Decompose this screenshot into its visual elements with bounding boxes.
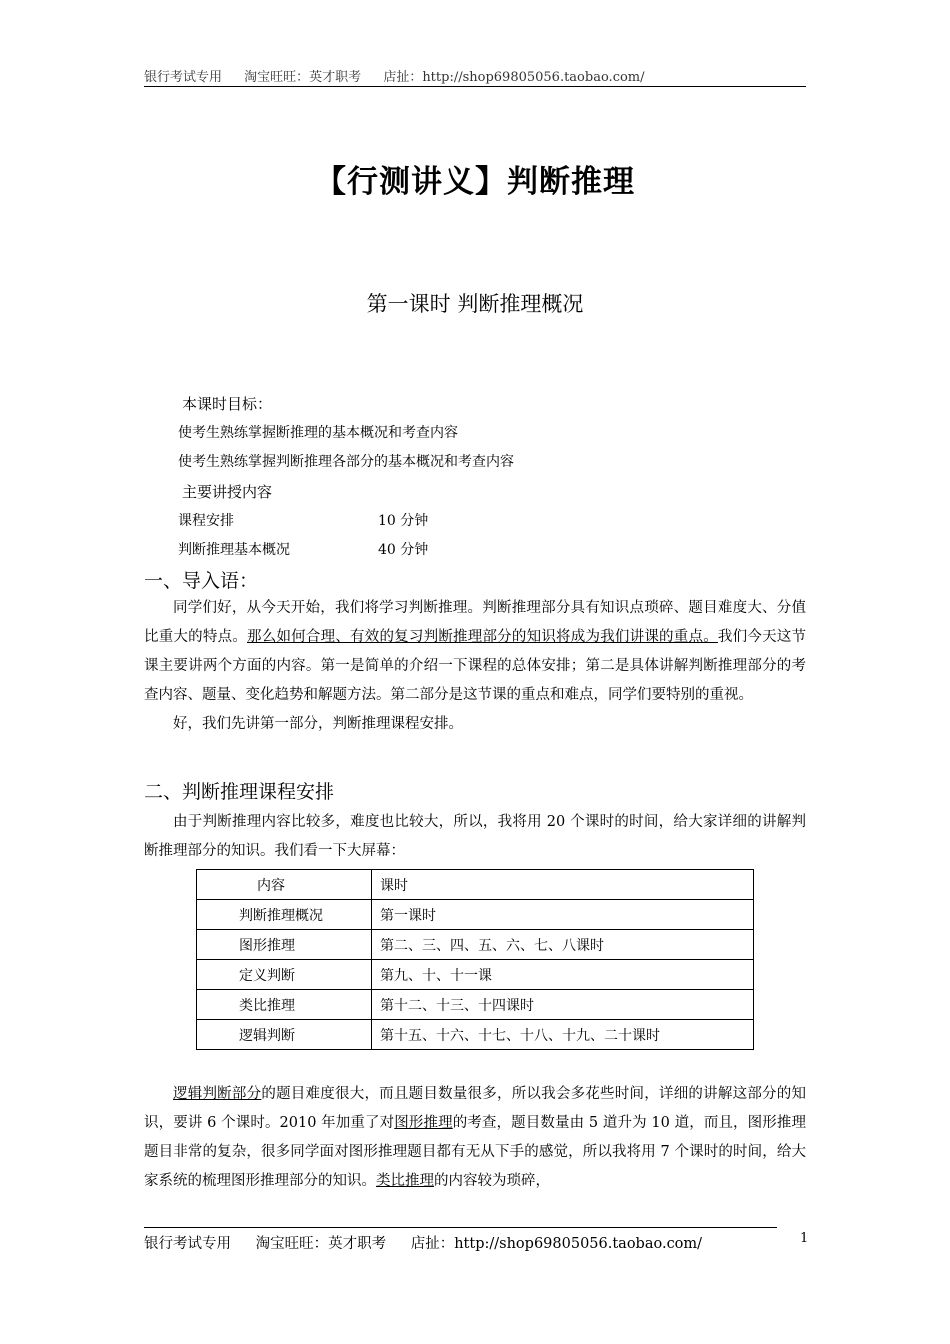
table-row — [197, 1020, 754, 1050]
footer-right: 店扯：http://shop69805056.taobao.com/ — [410, 1236, 703, 1252]
text-run: 我们今天这节课主要讲两个方面的内容。第一是简单的介绍一下课程的总体安排；第二是具体讲解判断推理部分的考查内容、题量、变化趋势和解题方法。第二部分是这节课的重点和难点，同学们要特别的重视。 — [144, 629, 807, 703]
table-cell: 第一课时 — [372, 900, 754, 930]
section1-paragraph: 好，我们先讲第一部分，判断推理课程安排。 — [173, 716, 463, 732]
page-number: 1 — [800, 1231, 809, 1246]
closing-paragraph — [144, 1080, 806, 1196]
header-right: 店扯：http://shop69805056.taobao.com/ — [383, 70, 645, 85]
objective-item: 使考生熟练掌握断推理的基本概况和考查内容 — [178, 425, 458, 441]
footer-left: 银行考试专用 — [144, 1236, 231, 1252]
underlined-text: 图形推理 — [394, 1115, 453, 1131]
text-run: 的内容较为琐碎， — [434, 1173, 550, 1189]
footer-middle: 淘宝旺旺：英才职考 — [255, 1236, 387, 1252]
table-cell: 第九、十、十一课 — [372, 960, 754, 990]
section2-heading: 二、判断推理课程安排 — [144, 781, 335, 803]
section2-body — [144, 808, 806, 866]
header-middle: 淘宝旺旺：英才职考 — [244, 70, 362, 85]
table-cell: 类比推理 — [197, 990, 372, 1020]
document-title: 【行测讲义】判断推理 — [315, 164, 635, 200]
main-content-label: 主要讲授内容 — [182, 483, 273, 501]
objectives-label: 本课时目标： — [182, 395, 273, 413]
content-item-time: 40 分钟 — [378, 542, 429, 558]
table-cell: 逻辑判断 — [197, 1020, 372, 1050]
lesson-subtitle: 第一课时 判断推理概况 — [366, 292, 584, 316]
table-row — [197, 990, 754, 1020]
table-header-row — [197, 870, 754, 900]
text-run: 的题目难度很大，而且题目数量很多，所以我会多花些时间，详细的讲解这部分的知识，要讲 6 个课时。2010 年加重了对 — [144, 1086, 806, 1131]
table-header-cell: 内容 — [197, 870, 372, 900]
underlined-text: 类比推理 — [376, 1173, 434, 1189]
section1-paragraph — [144, 594, 806, 710]
content-item-name: 判断推理基本概况 — [178, 542, 290, 558]
section1-heading: 一、导入语： — [144, 570, 259, 592]
section2-paragraph: 由于判断推理内容比较多，难度也比较大，所以，我将用 20 个课时的时间，给大家详细的讲解判断推理部分的知识。我们看一下大屏幕： — [144, 814, 806, 859]
table-cell: 第二、三、四、五、六、七、八课时 — [372, 930, 754, 960]
table-row — [197, 900, 754, 930]
content-item-time: 10 分钟 — [378, 513, 429, 529]
table-cell: 图形推理 — [197, 930, 372, 960]
page-footer — [144, 1232, 722, 1253]
section1-body — [144, 594, 806, 739]
footer-rule — [144, 1227, 777, 1228]
text-run: 同学们好，从今天开始，我们将学习判断推理。判断推理部分具有知识点琐碎、题目难度大、分值比重大的特点。 — [144, 600, 806, 645]
schedule-table — [196, 869, 754, 1050]
objective-item: 使考生熟练掌握判断推理各部分的基本概况和考查内容 — [178, 454, 514, 470]
table-cell: 第十五、十六、十七、十八、十九、二十课时 — [372, 1020, 754, 1050]
table-row — [197, 960, 754, 990]
table-cell: 定义判断 — [197, 960, 372, 990]
page-header — [144, 66, 806, 87]
closing-body — [144, 1080, 806, 1196]
table-header-cell: 课时 — [372, 870, 754, 900]
underlined-text: 逻辑判断部分 — [173, 1086, 262, 1102]
table-cell: 判断推理概况 — [197, 900, 372, 930]
content-item-name: 课程安排 — [178, 513, 234, 529]
header-left: 银行考试专用 — [144, 70, 223, 85]
table-row — [197, 930, 754, 960]
text-run: 的考查，题目数量由 5 道升为 10 道，而且，图形推理题目非常的复杂，很多同学面对图形推理题目都有无从下手的感觉，所以我将用 7 个课时的时间，给大家系统的梳理图形推理部分的知识。 — [144, 1115, 806, 1189]
table-cell: 第十二、十三、十四课时 — [372, 990, 754, 1020]
underlined-text: 那么如何合理、有效的复习判断推理部分的知识将成为我们讲课的重点。 — [247, 629, 718, 645]
